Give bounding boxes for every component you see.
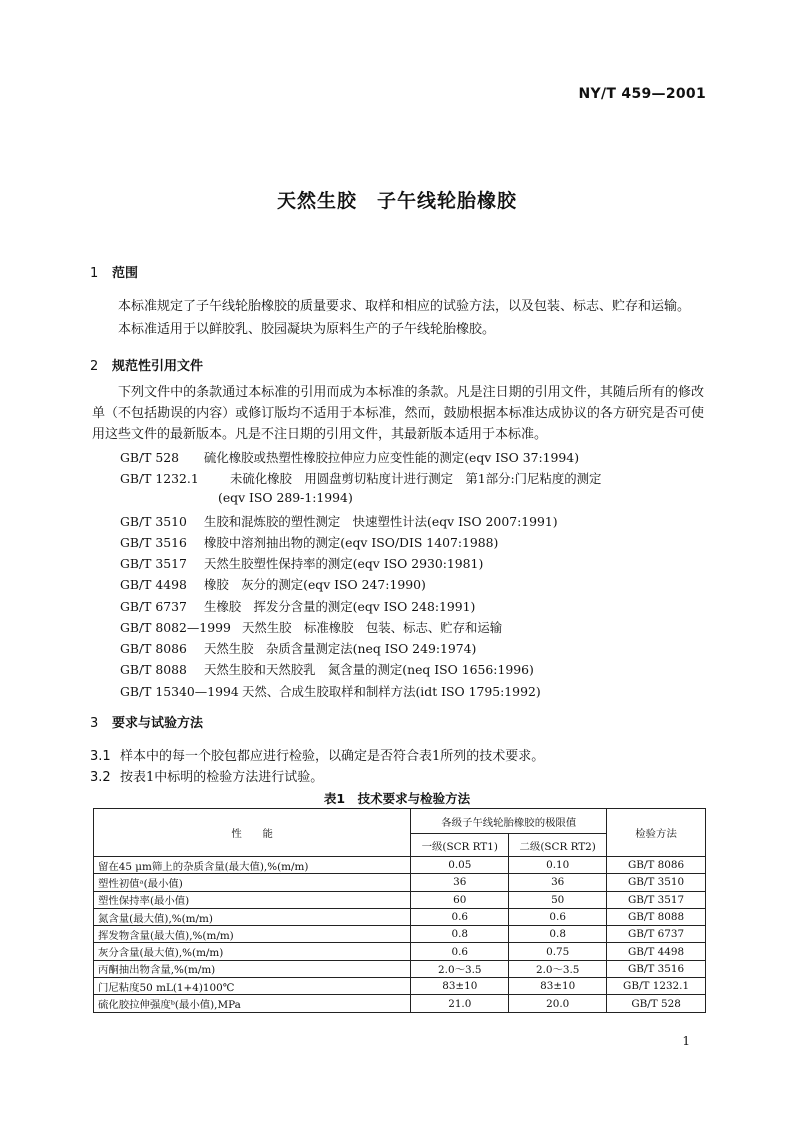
reference-code: GB/T 3510 [120, 514, 187, 529]
reference-code: GB/T 3517 [120, 556, 187, 571]
reference-title: 橡胶 灰分的测定(eqv ISO 247:1990) [204, 577, 426, 592]
reference-item [120, 448, 579, 466]
header-grade-2: 二级(SCR RT2) [509, 834, 607, 857]
table-row [94, 891, 706, 908]
table-row [94, 943, 706, 960]
standard-number: NY/T 459—2001 [578, 86, 706, 102]
cell-property: 挥发物含量(最大值),%(m/m) [94, 926, 411, 943]
reference-code: GB/T 8086 [120, 641, 187, 656]
reference-title: 天然生胶 标准橡胶 包装、标志、贮存和运输 [242, 620, 503, 635]
reference-title: 生胶和混炼胶的塑性测定 快速塑性计法(eqv ISO 2007:1991) [204, 514, 558, 529]
cell-property: 灰分含量(最大值),%(m/m) [94, 943, 411, 960]
reference-title: 天然、合成生胶取样和制样方法(idt ISO 1795:1992) [242, 684, 541, 699]
section-title: 范围 [112, 266, 139, 281]
reference-item [120, 554, 483, 572]
cell-grade-2: 83±10 [509, 978, 607, 995]
section-number: 3 [90, 716, 99, 731]
cell-grade-1: 21.0 [411, 995, 509, 1012]
table-row [94, 995, 706, 1012]
table-row [94, 908, 706, 925]
cell-property: 留在45 μm筛上的杂质含量(最大值),%(m/m) [94, 857, 411, 874]
reference-code: GB/T 15340—1994 [120, 684, 239, 699]
cell-grade-2: 20.0 [509, 995, 607, 1012]
cell-method: GB/T 528 [607, 995, 706, 1012]
page-number: 1 [682, 1034, 690, 1048]
section-1-heading [90, 262, 138, 281]
reference-item [120, 597, 475, 615]
cell-method: GB/T 3516 [607, 960, 706, 977]
cell-grade-2: 0.6 [509, 908, 607, 925]
header-limits: 各级子午线轮胎橡胶的极限值 [411, 809, 607, 834]
reference-item [120, 682, 541, 700]
reference-code: GB/T 8088 [120, 662, 187, 677]
paragraph-text: 下列文件中的条款通过本标准的引用而成为本标准的条款。凡是注日期的引用文件，其随后所有的修改单（不包括勘误的内容）或修订版均不适用于本标准，然而，鼓励根据本标准达成协议的各方研究是否可使用这些文件的最新版本。凡是不注日期的引用文件，其最新版本适用于本标准。 [92, 385, 704, 442]
reference-title: 未硫化橡胶 用圆盘剪切粘度计进行测定 第1部分:门尼粘度的测定 [230, 471, 602, 486]
document-title: 天然生胶 子午线轮胎橡胶 [276, 190, 517, 212]
cell-grade-1: 0.6 [411, 943, 509, 960]
reference-item [120, 575, 426, 593]
reference-title: 生橡胶 挥发分含量的测定(eqv ISO 248:1991) [204, 599, 476, 614]
cell-property: 氮含量(最大值),%(m/m) [94, 908, 411, 925]
section-2-heading [90, 355, 203, 374]
reference-title: 橡胶中溶剂抽出物的测定(eqv ISO/DIS 1407:1988) [204, 535, 499, 550]
cell-grade-2: 0.10 [509, 857, 607, 874]
cell-property: 硫化胶拉伸强度ᵇ(最小值),MPa [94, 995, 411, 1012]
cell-grade-1: 2.0～3.5 [411, 960, 509, 977]
section-title: 要求与试验方法 [112, 716, 204, 731]
reference-title: 天然生胶 杂质含量测定法(neq ISO 249:1974) [204, 641, 477, 656]
clause-text: 按表1中标明的检验方法进行试验。 [120, 770, 324, 785]
cell-method: GB/T 8088 [607, 908, 706, 925]
reference-item [120, 639, 476, 657]
cell-property: 门尼粘度50 mL(1+4)100℃ [94, 978, 411, 995]
reference-item [120, 618, 502, 636]
table-row [94, 926, 706, 943]
cell-method: GB/T 3517 [607, 891, 706, 908]
section-1-paragraph-1 [92, 296, 704, 317]
table-row [94, 978, 706, 995]
section-number: 2 [90, 359, 99, 374]
clause-3-2 [90, 766, 323, 785]
reference-item [120, 512, 558, 530]
cell-grade-2: 2.0～3.5 [509, 960, 607, 977]
header-grade-1: 一级(SCR RT1) [411, 834, 509, 857]
cell-property: 塑性保持率(最小值) [94, 891, 411, 908]
section-title: 规范性引用文件 [112, 359, 204, 374]
table-row [94, 960, 706, 977]
reference-title: 天然生胶和天然胶乳 氮含量的测定(neq ISO 1656:1996) [204, 662, 534, 677]
cell-grade-1: 83±10 [411, 978, 509, 995]
reference-item [120, 533, 498, 551]
cell-grade-2: 50 [509, 891, 607, 908]
reference-title: 天然生胶塑性保持率的测定(eqv ISO 2930:1981) [204, 556, 484, 571]
reference-code: GB/T 8082—1999 [120, 620, 231, 635]
section-3-heading [90, 712, 203, 731]
cell-property: 塑性初值ᵃ(最小值) [94, 874, 411, 891]
cell-method: GB/T 1232.1 [607, 978, 706, 995]
reference-continuation: (eqv ISO 289-1:1994) [218, 490, 353, 505]
cell-grade-2: 36 [509, 874, 607, 891]
clause-3-1 [90, 745, 544, 764]
header-method: 检验方法 [607, 809, 706, 857]
reference-code: GB/T 3516 [120, 535, 187, 550]
table-row [94, 857, 706, 874]
reference-code: GB/T 4498 [120, 577, 187, 592]
clause-number: 3.2 [90, 770, 111, 785]
paragraph-text: 本标准适用于以鲜胶乳、胶园凝块为原料生产的子午线轮胎橡胶。 [118, 322, 496, 337]
header-property: 性 能 [94, 809, 411, 857]
cell-property: 丙酮抽出物含量,%(m/m) [94, 960, 411, 977]
cell-method: GB/T 6737 [607, 926, 706, 943]
section-1-paragraph-2 [92, 319, 704, 340]
paragraph-text: 本标准规定了子午线轮胎橡胶的质量要求、取样和相应的试验方法，以及包装、标志、贮存和运输。 [118, 299, 691, 314]
cell-method: GB/T 4498 [607, 943, 706, 960]
reference-code: GB/T 1232.1 [120, 471, 199, 486]
cell-grade-2: 0.75 [509, 943, 607, 960]
reference-item [120, 469, 601, 487]
section-number: 1 [90, 266, 99, 281]
cell-grade-2: 0.8 [509, 926, 607, 943]
reference-title: 硫化橡胶或热塑性橡胶拉伸应力应变性能的测定(eqv ISO 37:1994) [204, 450, 580, 465]
cell-grade-1: 60 [411, 891, 509, 908]
cell-grade-1: 0.8 [411, 926, 509, 943]
cell-grade-1: 0.05 [411, 857, 509, 874]
reference-item [120, 660, 534, 678]
reference-code: GB/T 6737 [120, 599, 187, 614]
cell-grade-1: 36 [411, 874, 509, 891]
clause-number: 3.1 [90, 749, 111, 764]
table-row [94, 874, 706, 891]
technical-requirements-table [93, 808, 706, 1013]
cell-grade-1: 0.6 [411, 908, 509, 925]
table-caption: 表1 技术要求与检验方法 [323, 791, 471, 806]
cell-method: GB/T 8086 [607, 857, 706, 874]
section-2-intro [92, 382, 704, 445]
reference-code: GB/T 528 [120, 450, 180, 465]
clause-text: 样本中的每一个胶包都应进行检验，以确定是否符合表1所列的技术要求。 [120, 749, 545, 764]
cell-method: GB/T 3510 [607, 874, 706, 891]
